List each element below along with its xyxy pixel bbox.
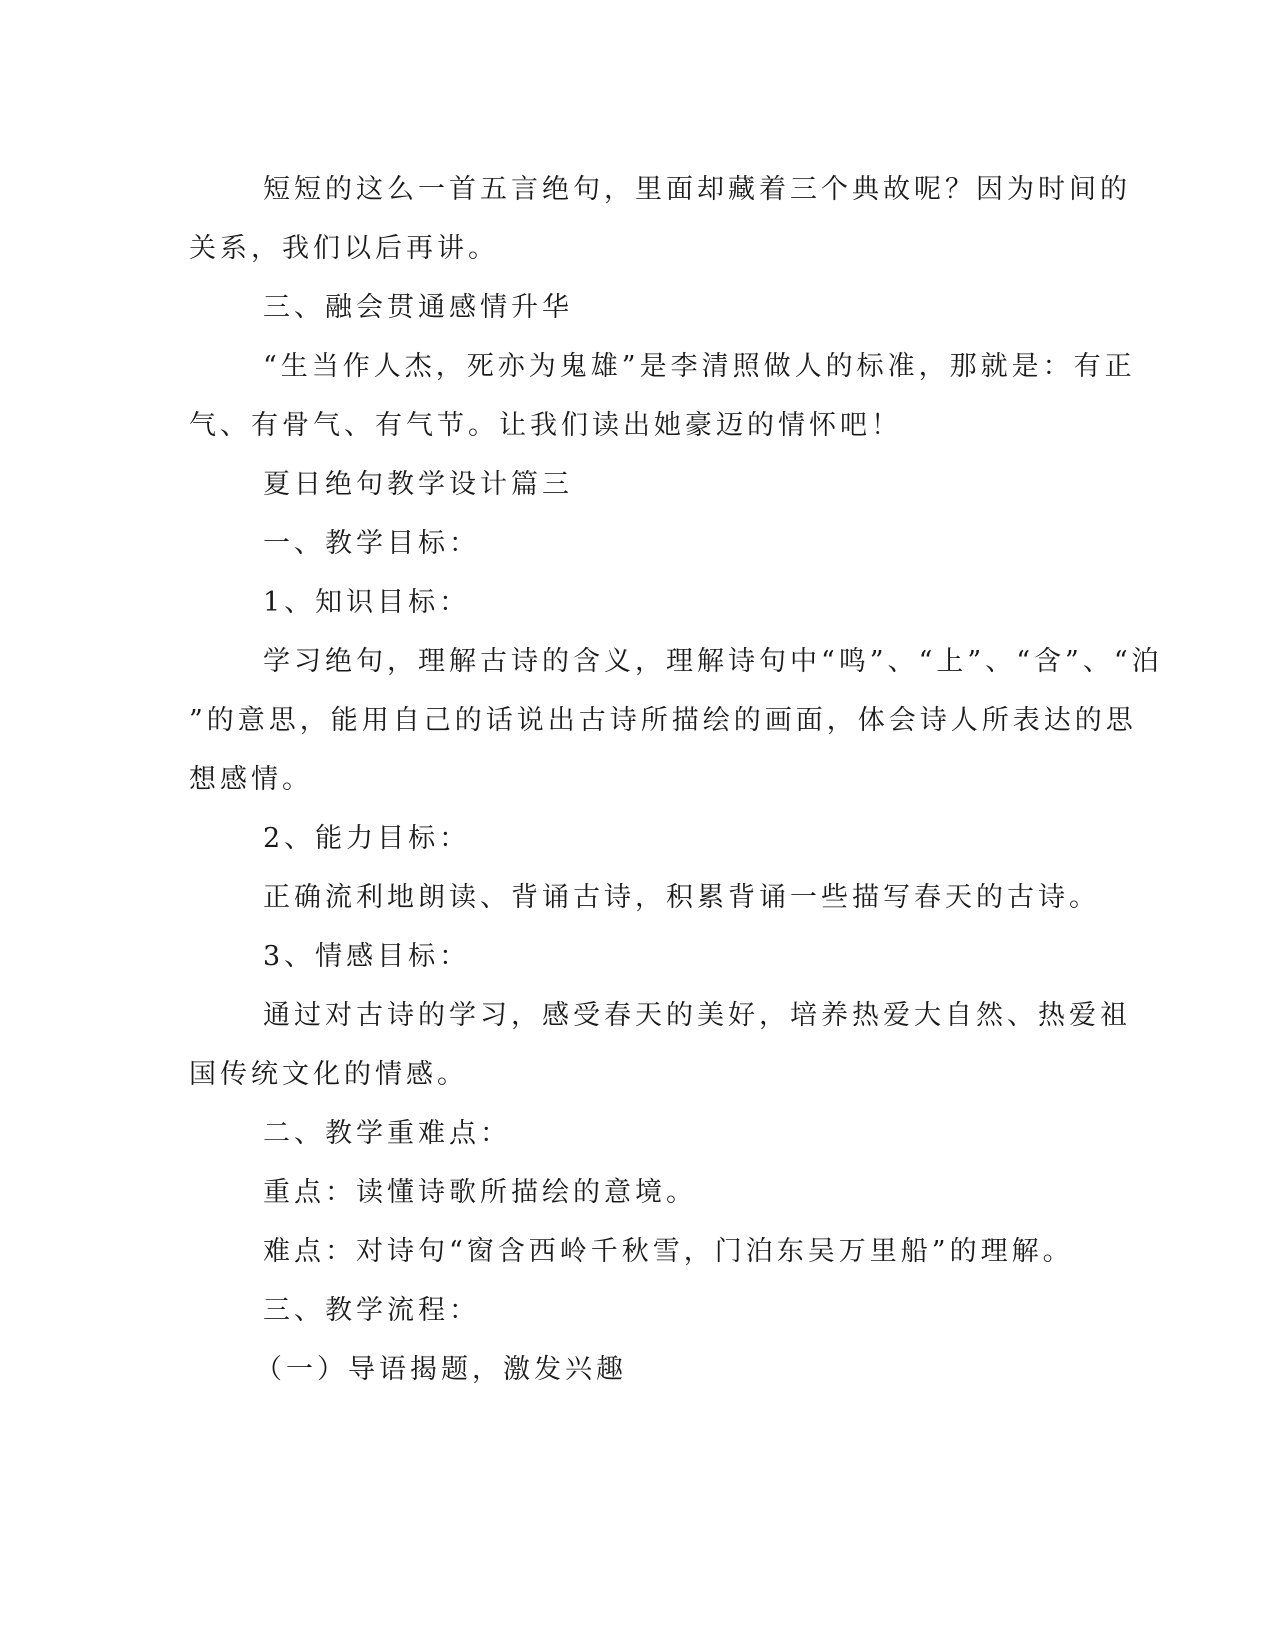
paragraph-line-1: 短短的这么一首五言绝句，里面却藏着三个典故呢？因为时间的 (263, 174, 1131, 205)
section-heading-2: 二、教学重难点： (263, 1118, 511, 1149)
subheading-introduction: （一）导语揭题，激发兴趣 (255, 1354, 627, 1385)
subheading-emotion-goal: 3、情感目标： (263, 941, 471, 972)
paragraph-line-13: 正确流利地朗读、背诵古诗，积累背诵一些描写春天的古诗。 (263, 882, 1100, 913)
paragraph-line-2: 关系，我们以后再讲。 (189, 233, 499, 264)
subheading-ability-goal: 2、能力目标： (263, 823, 471, 854)
paragraph-line-5: 气、有骨气、有气节。让我们读出她豪迈的情怀吧！ (189, 410, 902, 441)
paragraph-line-11: 想感情。 (189, 764, 313, 795)
section-heading-3: 三、融会贯通感情升华 (263, 292, 573, 323)
paragraph-difficult-point: 难点：对诗句“窗含西岭千秋雪，门泊东吴万里船”的理解。 (263, 1236, 1074, 1267)
paragraph-line-4: “生当作人杰，死亦为鬼雄”是李清照做人的标准，那就是：有正 (263, 351, 1136, 382)
paragraph-line-16: 国传统文化的情感。 (189, 1059, 468, 1090)
paragraph-line-10: ”的意思，能用自己的话说出古诗所描绘的画面，体会诗人所表达的思 (189, 705, 1137, 736)
section-heading-1: 一、教学目标： (263, 528, 480, 559)
subheading-knowledge-goal: 1、知识目标： (263, 587, 471, 618)
article-title: 夏日绝句教学设计篇三 (263, 469, 573, 500)
paragraph-key-point: 重点：读懂诗歌所描绘的意境。 (263, 1177, 697, 1208)
paragraph-line-15: 通过对古诗的学习，感受春天的美好，培养热爱大自然、热爱祖 (263, 1000, 1131, 1031)
section-heading-teaching-process: 三、教学流程： (263, 1295, 480, 1326)
paragraph-line-9: 学习绝句，理解古诗的含义，理解诗句中“鸣”、“上”、“含”、“泊 (263, 646, 1163, 677)
